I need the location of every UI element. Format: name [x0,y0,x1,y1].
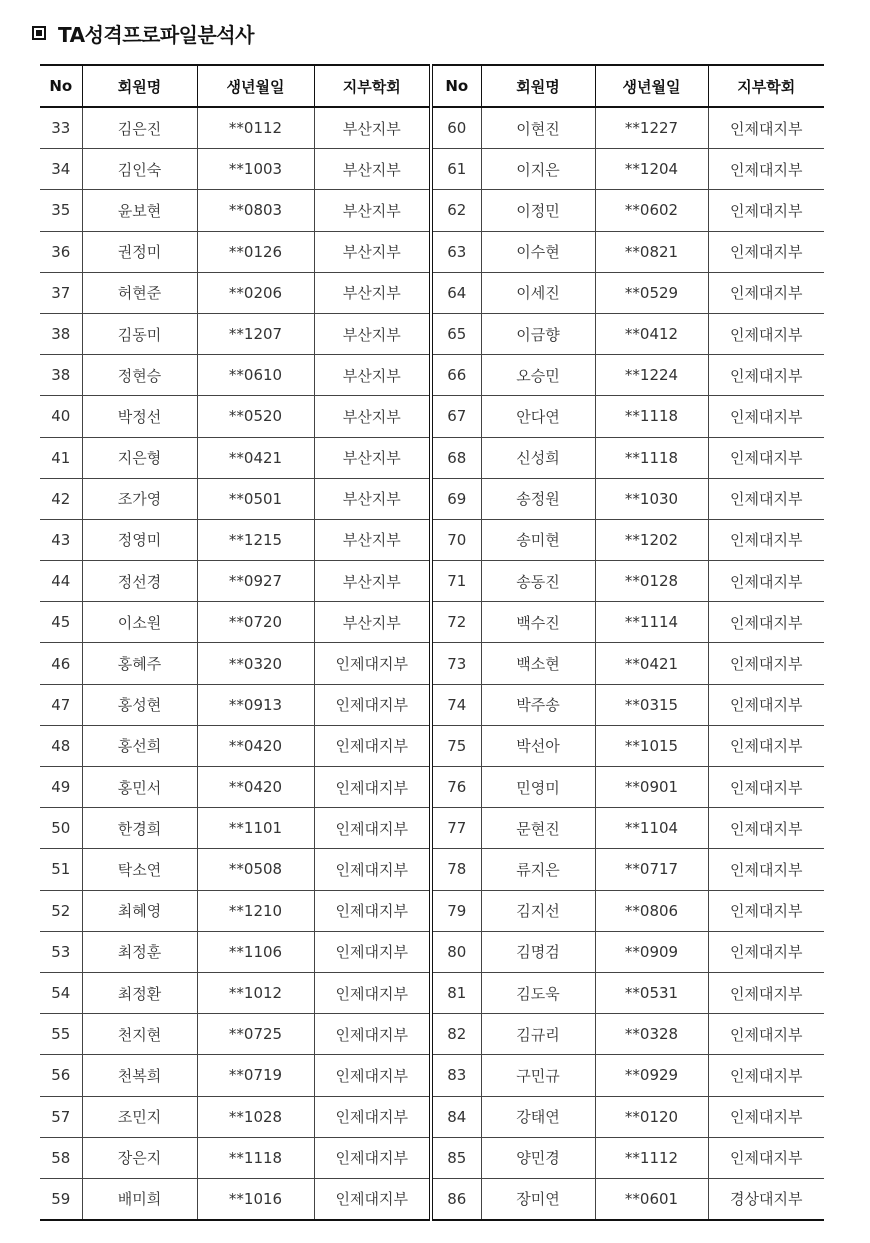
cell-no-left: 40 [40,396,82,437]
cell-birth-left: **0520 [197,396,314,437]
cell-no-right: 76 [431,767,481,808]
cell-birth-right: **1227 [595,107,708,149]
cell-birth-right: **0529 [595,272,708,313]
cell-no-right: 70 [431,519,481,560]
header-no-left: No [40,65,82,107]
cell-no-right: 83 [431,1055,481,1096]
cell-name-left: 한경희 [82,808,197,849]
cell-name-right: 안다연 [481,396,595,437]
cell-no-right: 66 [431,355,481,396]
cell-birth-left: **1101 [197,808,314,849]
cell-name-left: 김동미 [82,313,197,354]
cell-name-left: 김인숙 [82,149,197,190]
table-row [40,561,824,602]
cell-no-right: 62 [431,190,481,231]
cell-name-right: 박선아 [481,725,595,766]
cell-birth-right: **0929 [595,1055,708,1096]
cell-name-right: 강태연 [481,1096,595,1137]
cell-name-right: 이수현 [481,231,595,272]
cell-no-left: 35 [40,190,82,231]
cell-branch-left: 인제대지부 [314,931,431,972]
cell-birth-left: **0126 [197,231,314,272]
cell-birth-left: **1003 [197,149,314,190]
cell-no-left: 37 [40,272,82,313]
cell-no-right: 84 [431,1096,481,1137]
cell-birth-right: **1224 [595,355,708,396]
cell-birth-left: **0719 [197,1055,314,1096]
cell-birth-right: **0120 [595,1096,708,1137]
cell-branch-right: 인제대지부 [708,602,824,643]
cell-branch-right: 인제대지부 [708,972,824,1013]
cell-birth-right: **1030 [595,478,708,519]
cell-birth-left: **1215 [197,519,314,560]
cell-no-left: 51 [40,849,82,890]
table-row [40,190,824,231]
table-row [40,1096,824,1137]
cell-no-right: 85 [431,1137,481,1178]
cell-no-right: 80 [431,931,481,972]
cell-birth-right: **1112 [595,1137,708,1178]
cell-name-left: 권정미 [82,231,197,272]
page-title-text: TA성격프로파일분석사 [58,22,254,47]
table-row [40,437,824,478]
cell-no-right: 69 [431,478,481,519]
cell-no-left: 56 [40,1055,82,1096]
cell-name-left: 홍혜주 [82,643,197,684]
cell-branch-right: 인제대지부 [708,313,824,354]
cell-name-left: 천지현 [82,1014,197,1055]
cell-name-right: 송동진 [481,561,595,602]
cell-no-right: 60 [431,107,481,149]
table-row [40,149,824,190]
cell-birth-right: **1202 [595,519,708,560]
cell-no-left: 50 [40,808,82,849]
table-row [40,602,824,643]
cell-birth-left: **0803 [197,190,314,231]
cell-branch-right: 인제대지부 [708,1014,824,1055]
cell-name-left: 홍선희 [82,725,197,766]
table-row [40,1055,824,1096]
cell-birth-right: **0717 [595,849,708,890]
cell-name-left: 이소원 [82,602,197,643]
cell-branch-right: 인제대지부 [708,849,824,890]
cell-no-left: 48 [40,725,82,766]
cell-name-left: 탁소연 [82,849,197,890]
cell-no-right: 72 [431,602,481,643]
cell-name-right: 박주송 [481,684,595,725]
table-row [40,231,824,272]
table-row [40,972,824,1013]
cell-name-right: 구민규 [481,1055,595,1096]
header-birth-right: 생년월일 [595,65,708,107]
cell-birth-left: **0927 [197,561,314,602]
cell-birth-right: **0531 [595,972,708,1013]
cell-birth-left: **0112 [197,107,314,149]
table-row [40,808,824,849]
cell-name-left: 최정훈 [82,931,197,972]
cell-name-left: 윤보현 [82,190,197,231]
cell-birth-right: **0328 [595,1014,708,1055]
cell-birth-left: **1118 [197,1137,314,1178]
cell-no-left: 49 [40,767,82,808]
cell-no-right: 64 [431,272,481,313]
cell-branch-right: 인제대지부 [708,1055,824,1096]
header-name-left: 회원명 [82,65,197,107]
cell-branch-right: 인제대지부 [708,684,824,725]
cell-no-right: 79 [431,890,481,931]
cell-name-left: 허현준 [82,272,197,313]
cell-name-left: 지은형 [82,437,197,478]
cell-no-right: 73 [431,643,481,684]
cell-name-right: 송미현 [481,519,595,560]
cell-branch-left: 부산지부 [314,396,431,437]
cell-name-right: 이현진 [481,107,595,149]
table-row [40,643,824,684]
cell-branch-right: 인제대지부 [708,190,824,231]
cell-branch-left: 인제대지부 [314,849,431,890]
cell-no-left: 41 [40,437,82,478]
cell-name-left: 최혜영 [82,890,197,931]
table-row [40,890,824,931]
cell-branch-left: 인제대지부 [314,767,431,808]
cell-no-left: 44 [40,561,82,602]
cell-branch-left: 인제대지부 [314,643,431,684]
cell-name-right: 이금향 [481,313,595,354]
cell-branch-left: 인제대지부 [314,1137,431,1178]
table-row [40,684,824,725]
cell-name-right: 송정원 [481,478,595,519]
cell-no-left: 34 [40,149,82,190]
cell-no-right: 61 [431,149,481,190]
header-row [40,65,824,107]
cell-birth-left: **1210 [197,890,314,931]
cell-name-left: 홍민서 [82,767,197,808]
cell-name-left: 정영미 [82,519,197,560]
table-row [40,767,824,808]
cell-name-right: 백수진 [481,602,595,643]
table-row [40,725,824,766]
cell-branch-right: 인제대지부 [708,643,824,684]
cell-branch-right: 인제대지부 [708,396,824,437]
cell-branch-right: 인제대지부 [708,1137,824,1178]
table-row [40,519,824,560]
cell-branch-right: 인제대지부 [708,519,824,560]
cell-no-left: 38 [40,355,82,396]
cell-name-right: 양민경 [481,1137,595,1178]
cell-branch-left: 인제대지부 [314,684,431,725]
table-row [40,1014,824,1055]
cell-branch-left: 인제대지부 [314,725,431,766]
cell-no-left: 55 [40,1014,82,1055]
cell-birth-left: **0501 [197,478,314,519]
cell-name-right: 민영미 [481,767,595,808]
cell-name-right: 김지선 [481,890,595,931]
cell-no-left: 45 [40,602,82,643]
cell-no-right: 78 [431,849,481,890]
cell-name-right: 김도욱 [481,972,595,1013]
cell-branch-left: 부산지부 [314,107,431,149]
cell-name-left: 박정선 [82,396,197,437]
cell-branch-right: 인제대지부 [708,561,824,602]
cell-birth-right: **1104 [595,808,708,849]
cell-birth-right: **0412 [595,313,708,354]
cell-birth-right: **0601 [595,1178,708,1220]
cell-birth-right: **0821 [595,231,708,272]
cell-birth-right: **0909 [595,931,708,972]
cell-branch-right: 경상대지부 [708,1178,824,1220]
cell-name-left: 정선경 [82,561,197,602]
cell-no-right: 71 [431,561,481,602]
table-row [40,396,824,437]
cell-branch-right: 인제대지부 [708,149,824,190]
cell-birth-right: **0128 [595,561,708,602]
cell-no-left: 36 [40,231,82,272]
cell-birth-left: **1012 [197,972,314,1013]
cell-branch-left: 부산지부 [314,355,431,396]
cell-birth-left: **0420 [197,725,314,766]
cell-no-left: 33 [40,107,82,149]
cell-no-left: 54 [40,972,82,1013]
cell-birth-right: **0421 [595,643,708,684]
cell-branch-right: 인제대지부 [708,272,824,313]
cell-name-left: 조민지 [82,1096,197,1137]
cell-branch-right: 인제대지부 [708,1096,824,1137]
cell-no-left: 43 [40,519,82,560]
cell-no-left: 38 [40,313,82,354]
cell-birth-right: **0901 [595,767,708,808]
table-row [40,107,824,149]
table-body [40,107,824,1220]
cell-name-left: 배미희 [82,1178,197,1220]
cell-branch-right: 인제대지부 [708,437,824,478]
table-row [40,849,824,890]
cell-no-right: 63 [431,231,481,272]
header-name-right: 회원명 [481,65,595,107]
table-row [40,313,824,354]
cell-branch-left: 부산지부 [314,561,431,602]
cell-birth-right: **0602 [595,190,708,231]
cell-branch-right: 인제대지부 [708,231,824,272]
cell-branch-left: 부산지부 [314,149,431,190]
cell-branch-left: 부산지부 [314,519,431,560]
cell-no-left: 47 [40,684,82,725]
cell-branch-right: 인제대지부 [708,808,824,849]
cell-birth-left: **0320 [197,643,314,684]
cell-no-left: 53 [40,931,82,972]
cell-no-left: 57 [40,1096,82,1137]
cell-name-right: 이정민 [481,190,595,231]
cell-name-right: 오승민 [481,355,595,396]
cell-name-left: 정현승 [82,355,197,396]
cell-name-right: 문현진 [481,808,595,849]
cell-no-left: 46 [40,643,82,684]
cell-no-right: 67 [431,396,481,437]
cell-birth-left: **1016 [197,1178,314,1220]
cell-branch-left: 부산지부 [314,190,431,231]
table-row [40,1178,824,1220]
cell-name-right: 류지은 [481,849,595,890]
cell-name-right: 김규리 [481,1014,595,1055]
cell-branch-left: 인제대지부 [314,890,431,931]
table-row [40,1137,824,1178]
cell-birth-left: **0913 [197,684,314,725]
cell-branch-right: 인제대지부 [708,890,824,931]
cell-branch-right: 인제대지부 [708,478,824,519]
page-title [32,18,254,48]
cell-birth-left: **0610 [197,355,314,396]
header-no-right: No [431,65,481,107]
cell-name-left: 장은지 [82,1137,197,1178]
cell-name-left: 최정환 [82,972,197,1013]
cell-branch-left: 부산지부 [314,437,431,478]
cell-branch-left: 부산지부 [314,478,431,519]
cell-no-right: 75 [431,725,481,766]
cell-name-right: 신성희 [481,437,595,478]
cell-birth-left: **0206 [197,272,314,313]
cell-birth-left: **0725 [197,1014,314,1055]
cell-name-left: 천복희 [82,1055,197,1096]
header-branch-right: 지부학회 [708,65,824,107]
cell-birth-left: **1207 [197,313,314,354]
cell-birth-left: **0421 [197,437,314,478]
header-branch-left: 지부학회 [314,65,431,107]
cell-no-right: 86 [431,1178,481,1220]
square-bullet-icon [32,26,46,40]
table-row [40,931,824,972]
cell-name-right: 이세진 [481,272,595,313]
cell-no-right: 82 [431,1014,481,1055]
cell-branch-left: 인제대지부 [314,1096,431,1137]
cell-branch-left: 부산지부 [314,313,431,354]
cell-birth-right: **0315 [595,684,708,725]
table-row [40,355,824,396]
cell-name-left: 조가영 [82,478,197,519]
cell-branch-right: 인제대지부 [708,107,824,149]
cell-branch-left: 인제대지부 [314,808,431,849]
cell-no-right: 68 [431,437,481,478]
cell-branch-right: 인제대지부 [708,931,824,972]
cell-birth-left: **1028 [197,1096,314,1137]
cell-birth-right: **1204 [595,149,708,190]
cell-no-left: 42 [40,478,82,519]
cell-branch-left: 부산지부 [314,231,431,272]
cell-no-left: 52 [40,890,82,931]
cell-birth-left: **0508 [197,849,314,890]
cell-birth-right: **1118 [595,437,708,478]
cell-no-left: 59 [51,1189,71,1208]
cell-no-right: 65 [431,313,481,354]
table-row [40,272,824,313]
cell-name-left: 홍성현 [82,684,197,725]
cell-name-right: 김명검 [481,931,595,972]
cell-birth-right: **1118 [595,396,708,437]
cell-branch-left: 인제대지부 [314,1178,431,1220]
cell-branch-right: 인제대지부 [708,767,824,808]
cell-branch-left: 인제대지부 [314,972,431,1013]
cell-no-left: 58 [40,1137,82,1178]
cell-birth-left: **0420 [197,767,314,808]
cell-no-right: 81 [431,972,481,1013]
cell-branch-left: 부산지부 [314,602,431,643]
cell-name-right: 이지은 [481,149,595,190]
header-birth-left: 생년월일 [197,65,314,107]
cell-no-right: 77 [431,808,481,849]
cell-branch-left: 인제대지부 [314,1055,431,1096]
cell-branch-right: 인제대지부 [708,725,824,766]
cell-birth-right: **1114 [595,602,708,643]
cell-birth-right: **1015 [595,725,708,766]
cell-birth-right: **0806 [595,890,708,931]
cell-no-right: 74 [431,684,481,725]
cell-name-left: 김은진 [82,107,197,149]
cell-branch-right: 인제대지부 [708,355,824,396]
cell-name-right: 백소현 [481,643,595,684]
table-row [40,478,824,519]
cell-name-right: 장미연 [481,1178,595,1220]
cell-branch-left: 인제대지부 [314,1014,431,1055]
cell-birth-left: **0720 [197,602,314,643]
cell-branch-left: 부산지부 [314,272,431,313]
cell-birth-left: **1106 [197,931,314,972]
member-table [40,64,824,1221]
